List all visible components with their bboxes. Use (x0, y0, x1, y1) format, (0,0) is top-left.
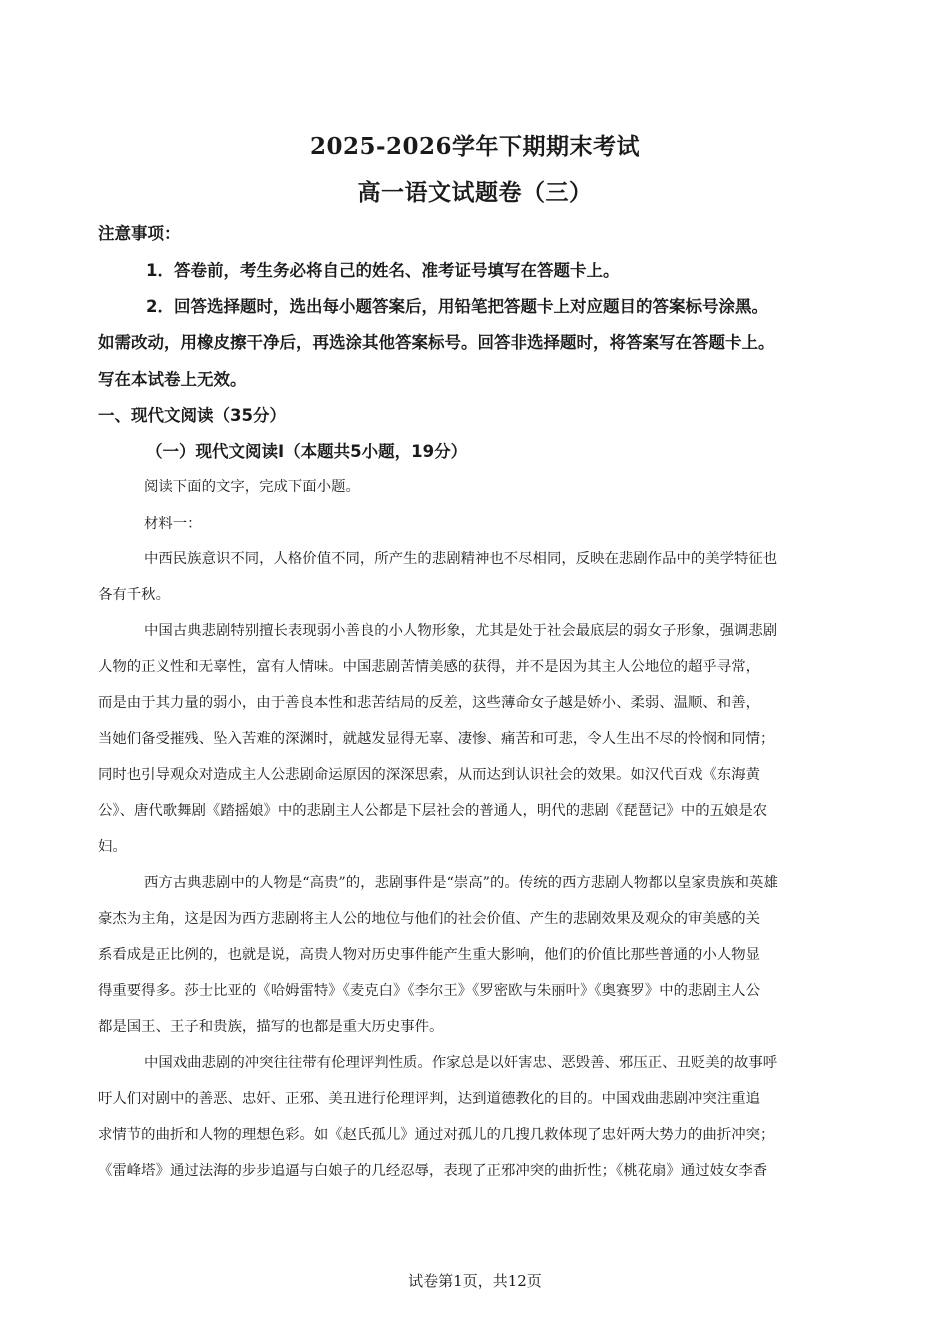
passage-line: 吁人们对剧中的善恶、忠奸、正邪、美丑进行伦理评判，达到道德教化的目的。中国戏曲悲剧冲突注重追 (98, 1091, 760, 1107)
passage-line: 公》、唐代歌舞剧《踏摇娘》中的悲剧主人公都是下层社会的普通人，明代的悲剧《琵琶记》中的五娘是农 (98, 803, 768, 819)
passage-line: 中国戏曲悲剧的冲突往往带有伦理评判性质。作家总是以奸害忠、恶毁善、邪压正、丑贬美的故事呼 (144, 1055, 778, 1071)
reading-instruction: 阅读下面的文字，完成下面小题。 (144, 479, 360, 495)
passage-line: 豪杰为主角，这是因为西方悲剧将主人公的地位与他们的社会价值、产生的悲剧效果及观众的审美感的关 (98, 911, 760, 927)
passage-line: 当她们备受摧残、坠入苦难的深渊时，就越发显得无辜、凄惨、痛苦和可悲，令人生出不尽的怜悯和同情； (98, 731, 775, 747)
passage-line: 同时也引导观众对造成主人公悲剧命运原因的深深思索，从而达到认识社会的效果。如汉代百戏《东海黄 (98, 767, 760, 783)
notice-heading: 注意事项： (98, 224, 181, 243)
exam-title: 2025-2026学年下期期末考试 (309, 133, 641, 160)
notice-item-1: 1．答卷前，考生务必将自己的姓名、准考证号填写在答题卡上。 (146, 261, 620, 280)
section-subheading: （一）现代文阅读I（本题共5小题，19分） (146, 442, 468, 461)
page-footer: 试卷第1页，共12页 (408, 1272, 542, 1290)
passage-line: 中西民族意识不同，人格价值不同，所产生的悲剧精神也不尽相同，反映在悲剧作品中的美学特征也 (144, 551, 778, 567)
passage-line: 得重要得多。莎士比亚的《哈姆雷特》《麦克白》《李尔王》《罗密欧与朱丽叶》《奥赛罗》中的悲剧主人公 (98, 983, 760, 999)
notice-item-2-line-3: 写在本试卷上无效。 (98, 370, 247, 389)
passage-line: 各有千秋。 (98, 587, 170, 603)
passage-line: 妇。 (98, 839, 127, 855)
section-heading: 一、现代文阅读（35分） (98, 406, 286, 425)
passage-line: 系看成是正比例的，也就是说，高贵人物对历史事件能产生重大影响，他们的价值比那些普通的小人物显 (98, 947, 760, 963)
notice-item-2-line-1: 2．回答选择题时，选出每小题答案后，用铅笔把答题卡上对应题目的答案标号涂黑。 (146, 297, 768, 316)
material-label: 材料一： (144, 516, 202, 532)
exam-subtitle: 高一语文试题卷（三） (357, 179, 593, 206)
passage-line: 人物的正义性和无辜性，富有人情味。中国悲剧苦情美感的获得，并不是因为其主人公地位的超乎寻常， (98, 659, 760, 675)
passage-line: 西方古典悲剧中的人物是“高贵”的，悲剧事件是“崇高”的。传统的西方悲剧人物都以皇家贵族和英雄 (144, 875, 778, 891)
notice-item-2-line-2: 如需改动，用橡皮擦干净后，再选涂其他答案标号。回答非选择题时，将答案写在答题卡上。 (98, 333, 775, 352)
passage-line: 求情节的曲折和人物的理想色彩。如《赵氏孤儿》通过对孤儿的几搜几救体现了忠奸两大势力的曲折冲突； (98, 1127, 775, 1143)
passage-line: 而是由于其力量的弱小，由于善良本性和悲苦结局的反差，这些薄命女子越是娇小、柔弱、温顺、和善， (98, 695, 760, 711)
passage-line: 《雷峰塔》通过法海的步步追逼与白娘子的几经忍辱，表现了正邪冲突的曲折性；《桃花扇》通过妓女李香 (98, 1163, 768, 1179)
passage-line: 中国古典悲剧特别擅长表现弱小善良的小人物形象，尤其是处于社会最底层的弱女子形象，强调悲剧 (144, 623, 778, 639)
passage-line: 都是国王、王子和贵族，描写的也都是重大历史事件。 (98, 1019, 444, 1035)
